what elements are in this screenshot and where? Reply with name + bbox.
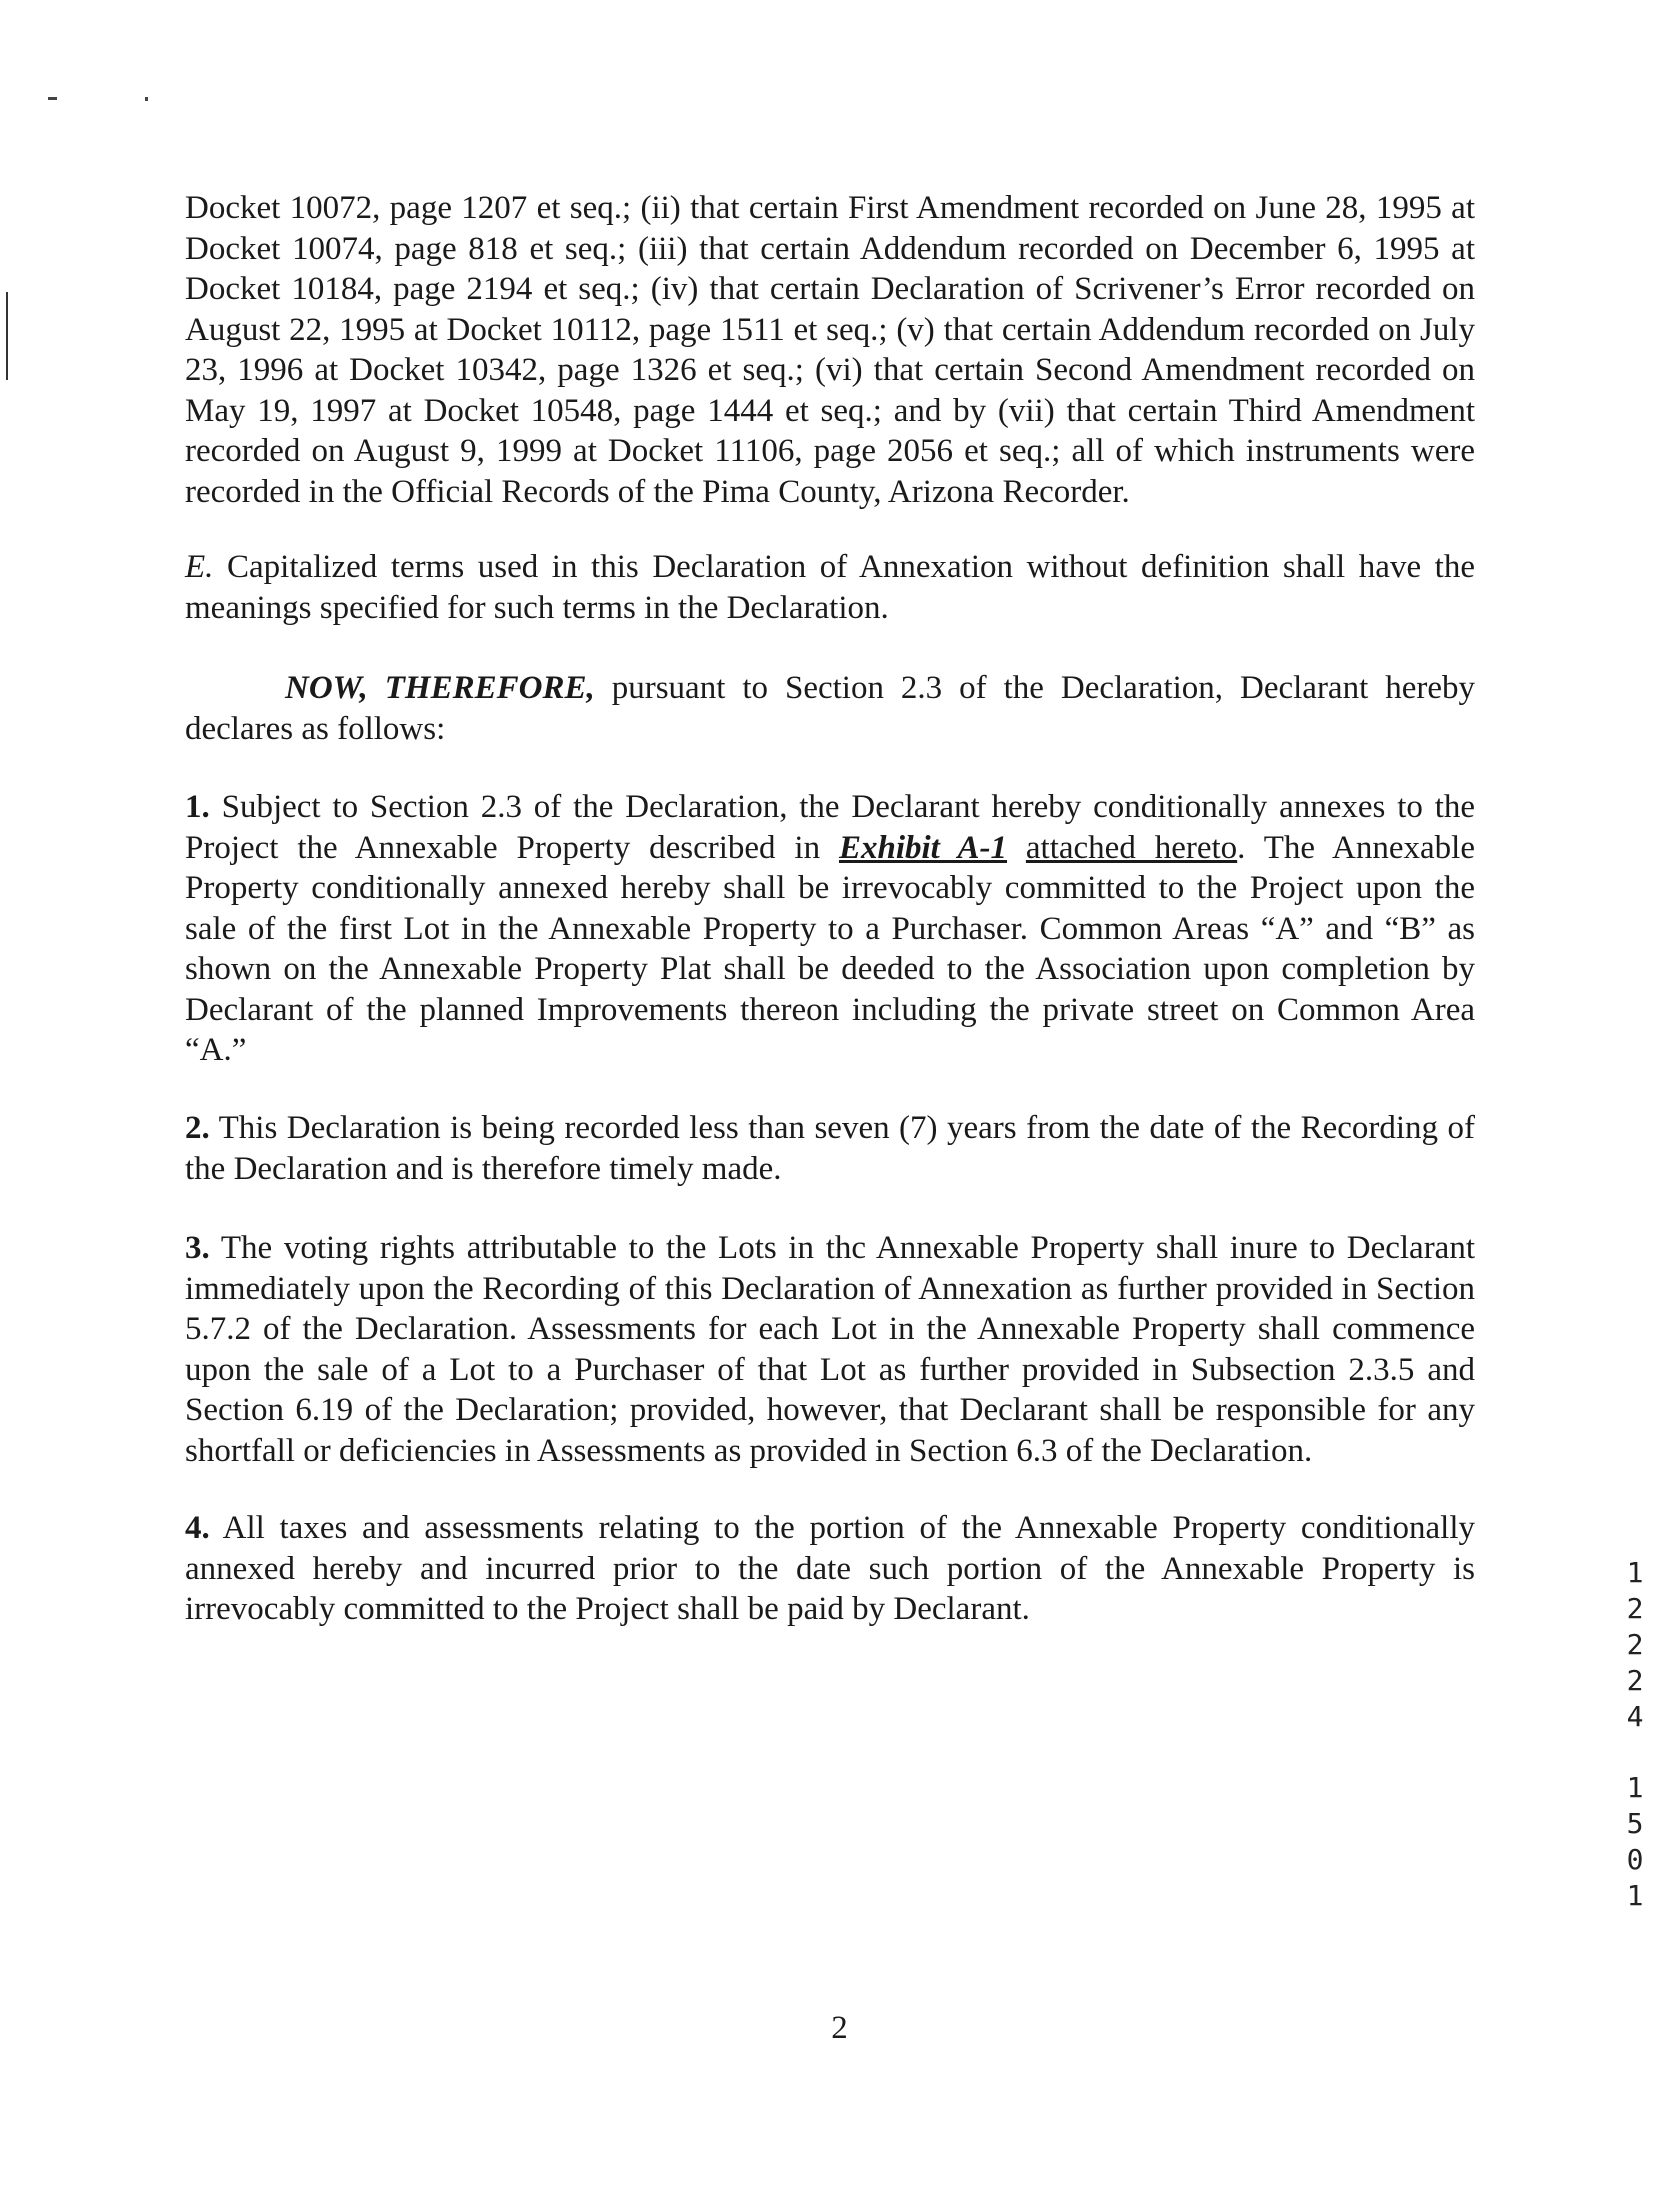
docket-digit: 2 (1626, 1628, 1644, 1661)
paragraph-3-text: The voting rights attributable to the Lots in thc Annexable Property shall inure to Declarant immediately upon the Recording of this Declaration of Annexation as further provided in Section 5.7.2 of the Declaration. Assessments for each Lot in the Annexable Property shall commence upon the sale of a Lot to a Purchaser of that Lot as further provided in Subsection 2.3.5 and Section 6.19 of the Declaration; provided, however, that Declarant shall be responsible for any shortfall or deficiencies in Assessments as provided in Section 6.3 of the Declaration. (185, 1230, 1475, 1469)
exhibit-a1-reference: Exhibit A-1 (838, 829, 1007, 866)
paragraph-1 (185, 787, 1475, 1071)
scan-speck (145, 97, 148, 101)
paragraph-e-label: E. (185, 549, 214, 585)
recording-docket-stamp (1621, 1555, 1649, 1735)
recording-page-stamp (1621, 1770, 1649, 1914)
paragraph-4-label: 4. (185, 1510, 210, 1546)
page-digit: 1 (1626, 1771, 1644, 1804)
page-digit: 5 (1626, 1807, 1644, 1840)
paragraph-now-therefore (185, 668, 1475, 749)
paragraph-2-label: 2. (185, 1110, 210, 1146)
now-therefore-lead: NOW, THEREFORE, (285, 670, 595, 706)
paragraph-2-text: This Declaration is being recorded less than seven (7) years from the date of the Recording of the Declaration and is therefore timely made. (185, 1110, 1475, 1187)
paragraph-1-text-a: Subject to Section 2.3 of the Declaration, the Declarant hereby conditionally annexes to the Project the Annexable Property described in (185, 789, 1476, 866)
docket-digit: 2 (1626, 1664, 1644, 1697)
paragraph-1-text-b: . The Annexable Property conditionally annexed hereby shall be irrevocably committed to the Project upon the sale of the first Lot in the Annexable Property to a Purchaser. Common Areas “A” and “B” as shown on the Annexable Property Plat shall be deeded to the Association upon completion by Declarant of the planned Improvements thereon including the private street on Common Area “A.” (185, 829, 1475, 1068)
paragraph-4-text: All taxes and assessments relating to the portion of the Annexable Property conditionally annexed hereby and incurred prior to the date such portion of the Annexable Property is irrevocably committed to the Project shall be paid by Declarant. (185, 1510, 1475, 1627)
paragraph-recitals (185, 188, 1475, 512)
page-digit: 1 (1626, 1879, 1644, 1912)
docket-digit: 2 (1626, 1592, 1644, 1625)
paragraph-3 (185, 1228, 1475, 1471)
paragraph-e-text: Capitalized terms used in this Declaration of Annexation without definition shall have the meanings specified for such terms in the Declaration. (185, 549, 1475, 626)
page-number: 2 (831, 2010, 848, 2046)
page-digit: 0 (1626, 1843, 1644, 1876)
paragraph-e (185, 547, 1475, 628)
scan-speck (48, 97, 57, 100)
recitals-text: Docket 10072, page 1207 et seq.; (ii) that certain First Amendment recorded on June 28, 1995 at Docket 10074, page 818 et seq.; (iii) that certain Addendum recorded on December 6, 1995 at Docket 10184, page 2194 et seq.; (iv) that certain Declaration of Scrivener’s Error recorded on August 22, 1995 at Docket 10112, page 1511 et seq.; (v) that certain Addendum recorded on July 23, 1996 at Docket 10342, page 1326 et seq.; (vi) that certain Second Amendment recorded on May 19, 1997 at Docket 10548, page 1444 et seq.; and by (vii) that certain Third Amendment recorded on August 9, 1999 at Docket 11106, page 2056 et seq.; all of which instruments were recorded in the Official Records of the Pima County, Arizona Recorder. (185, 190, 1475, 510)
docket-digit: 4 (1626, 1700, 1644, 1733)
scan-edge-mark (6, 292, 8, 380)
docket-digit: 1 (1626, 1556, 1644, 1589)
now-therefore-text: pursuant to Section 2.3 of the Declaration, Declarant hereby declares as follows: (185, 670, 1476, 747)
paragraph-1-label: 1. (185, 789, 210, 825)
attached-hereto-text: attached hereto (1025, 829, 1238, 866)
paragraph-2 (185, 1108, 1475, 1189)
paragraph-4 (185, 1508, 1475, 1630)
paragraph-3-label: 3. (185, 1230, 210, 1266)
